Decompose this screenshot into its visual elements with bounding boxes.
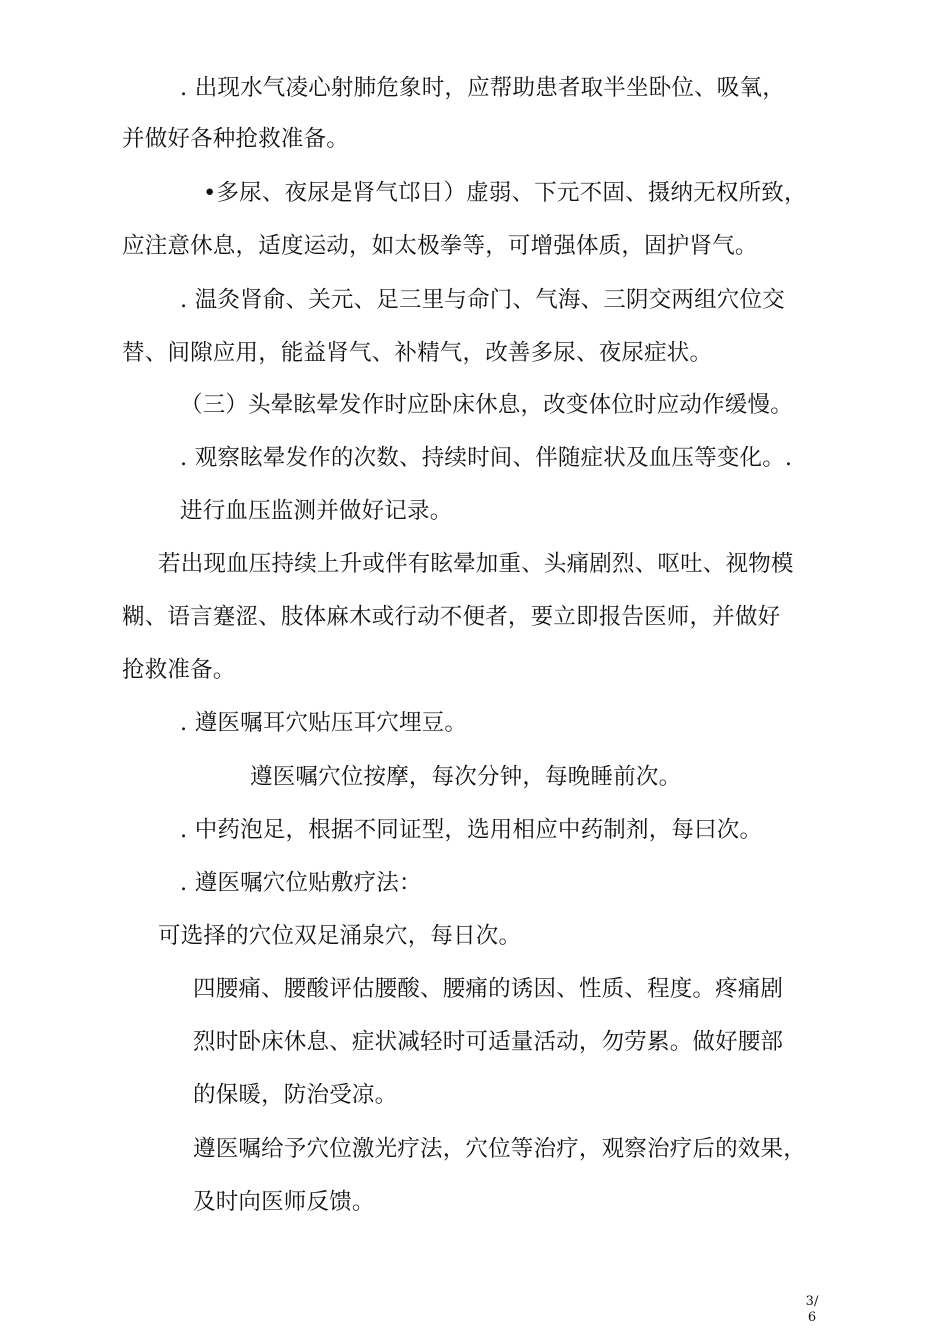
page-number-total: 6: [807, 1310, 817, 1325]
text-line: 并做好各种抢救准备。: [122, 126, 350, 152]
text-line: . 遵医嘱穴位贴敷疗法：: [180, 870, 422, 896]
text-line: . 温灸肾俞、关元、足三里与命门、气海、三阴交两组穴位交: [180, 287, 785, 313]
text-line: •多尿、夜尿是肾气邙日）虚弱、下元不固、摄纳无权所致，: [203, 180, 807, 206]
text-line: 进行血压监测并做好记录。: [180, 498, 453, 524]
text-line: 若出现血压持续上升或伴有眩晕加重、头痛剧烈、呕吐、视物模: [158, 551, 794, 577]
text-line: . 出现水气凌心射肺危象时，应帮助患者取半坐卧位、吸氧，: [180, 75, 785, 101]
text-line: 应注意休息，适度运动，如太极拳等，可增强体质，固护肾气。: [122, 233, 758, 259]
text-line: . 中药泡足，根据不同证型，选用相应中药制剂，每曰次。: [180, 817, 763, 843]
section-heading: 四腰痛、腰酸评估腰酸、腰痛的诱因、性质、程度。疼痛剧: [193, 976, 784, 1002]
page-number-current: 3/: [805, 1294, 819, 1309]
text-line: 遵医嘱穴位按摩，每次分钟，每晚睡前次。: [250, 764, 682, 790]
text-line: 遵医嘱给予穴位激光疗法，穴位等治疗，观察治疗后的效果，: [193, 1136, 806, 1162]
text-line: 可选择的穴位双足涌泉穴，每日次。: [158, 923, 522, 949]
text-line: . 遵医嘱耳穴贴压耳穴埋豆。: [180, 710, 468, 736]
text-line: . 观察眩晕发作的次数、持续时间、伴随症状及血压等变化。.: [180, 445, 793, 471]
section-heading: （三）头晕眩晕发作时应卧床休息，改变体位时应动作缓慢。: [180, 392, 793, 418]
text-line: 替、间隙应用，能益肾气、补精气，改善多尿、夜尿症状。: [122, 340, 713, 366]
text-line: 及时向医师反馈。: [193, 1189, 375, 1215]
text-line: 的保暖，防治受凉。: [193, 1082, 398, 1108]
text-line: 烈时卧床休息、症状减轻时可适量活动，勿劳累。做好腰部: [193, 1029, 784, 1055]
text-line: 糊、语言蹇涩、肢体麻木或行动不便者，要立即报告医师，并做好: [122, 604, 781, 630]
text-line: 抢救准备。: [122, 657, 236, 683]
page-number: [800, 1294, 824, 1326]
